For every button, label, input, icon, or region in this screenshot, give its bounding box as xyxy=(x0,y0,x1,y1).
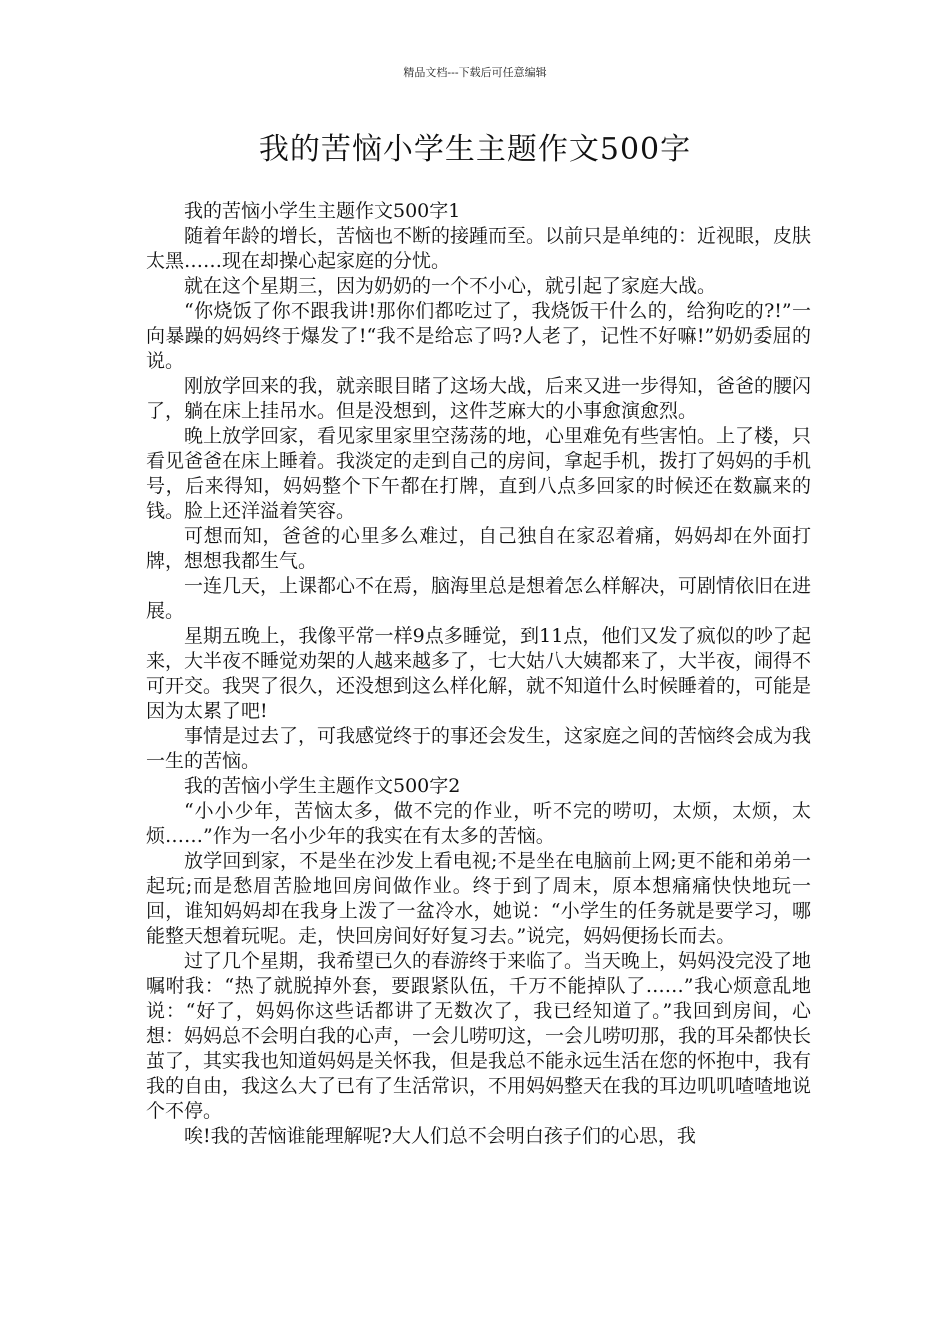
paragraph: “你烧饭了你不跟我讲!那你们都吃过了，我烧饭干什么的，给狗吃的?!”一向暴躁的妈妈终于爆发了!“我不是给忘了吗?人老了，记性不好嘛!”奶奶委屈的说。 xyxy=(146,300,811,372)
document-title: 我的苦恼小学生主题作文500字 xyxy=(258,132,692,167)
paragraph: 可想而知，爸爸的心里多么难过，自己独自在家忍着痛，妈妈却在外面打牌，想想我都生气。 xyxy=(146,525,811,572)
section-heading-2: 我的苦恼小学生主题作文500字2 xyxy=(184,775,461,797)
paragraph: 过了几个星期，我希望已久的春游终于来临了。当天晚上，妈妈没完没了地嘱咐我：“热了就脱掉外套，要跟紧队伍，千万不能掉队了……”我心烦意乱地说：“好了，妈妈你这些话都讲了无数次了，我已经知道了。”我回到房间，心想：妈妈总不会明白我的心声，一会儿唠叨这，一会儿唠叨那，我的耳朵都快长茧了，其实我也知道妈妈是关怀我，但是我总不能永远生活在您的怀抱中，我有我的自由，我这么大了已有了生活常识，不用妈妈整天在我的耳边叽叽喳喳地说个不停。 xyxy=(146,950,812,1122)
page-header: 精品文档---下载后可任意编辑 xyxy=(403,66,547,79)
paragraph: 一连几天，上课都心不在焉，脑海里总是想着怎么样解决，可剧情依旧在进展。 xyxy=(146,575,812,622)
section-heading-1: 我的苦恼小学生主题作文500字1 xyxy=(184,200,461,222)
paragraph: “小小少年，苦恼太多，做不完的作业，听不完的唠叨，太烦，太烦，太烦……”作为一名小少年的我实在有太多的苦恼。 xyxy=(146,800,811,847)
paragraph: 事情是过去了，可我感觉终于的事还会发生，这家庭之间的苦恼终会成为我一生的苦恼。 xyxy=(146,725,812,772)
paragraph: 随着年龄的增长，苦恼也不断的接踵而至。以前只是单纯的：近视眼，皮肤太黑……现在却操心起家庭的分忧。 xyxy=(146,225,812,272)
paragraph: 唉!我的苦恼谁能理解呢?大人们总不会明白孩子们的心思，我 xyxy=(184,1125,696,1147)
paragraph: 放学回到家，不是坐在沙发上看电视;不是坐在电脑前上网;更不能和弟弟一起玩;而是愁眉苦脸地回房间做作业。终于到了周末，原本想痛痛快快地玩一回，谁知妈妈却在我身上泼了一盆冷水，她说：“小学生的任务就是要学习，哪能整天想着玩呢。走，快回房间好好复习去。”说完，妈妈便扬长而去。 xyxy=(146,850,811,947)
paragraph: 晚上放学回家，看见家里家里空荡荡的地，心里难免有些害怕。上了楼，只看见爸爸在床上睡着。我淡定的走到自己的房间，拿起手机，拨打了妈妈的手机号，后来得知，妈妈整个下午都在打牌，直到八点多回家的时候还在数赢来的钱。脸上还洋溢着笑容。 xyxy=(146,425,812,522)
paragraph: 就在这个星期三，因为奶奶的一个不小心，就引起了家庭大战。 xyxy=(184,275,717,297)
paragraph: 刚放学回来的我，就亲眼目睹了这场大战，后来又进一步得知，爸爸的腰闪了，躺在床上挂吊水。但是没想到，这件芝麻大的小事愈演愈烈。 xyxy=(146,375,812,422)
paragraph: 星期五晚上，我像平常一样9点多睡觉，到11点，他们又发了疯似的吵了起来，大半夜不睡觉劝架的人越来越多了，七大姑八大姨都来了，大半夜，闹得不可开交。我哭了很久，还没想到这么样化解，就不知道什么时候睡着的，可能是因为太累了吧! xyxy=(146,625,812,722)
document-body xyxy=(146,199,811,1149)
